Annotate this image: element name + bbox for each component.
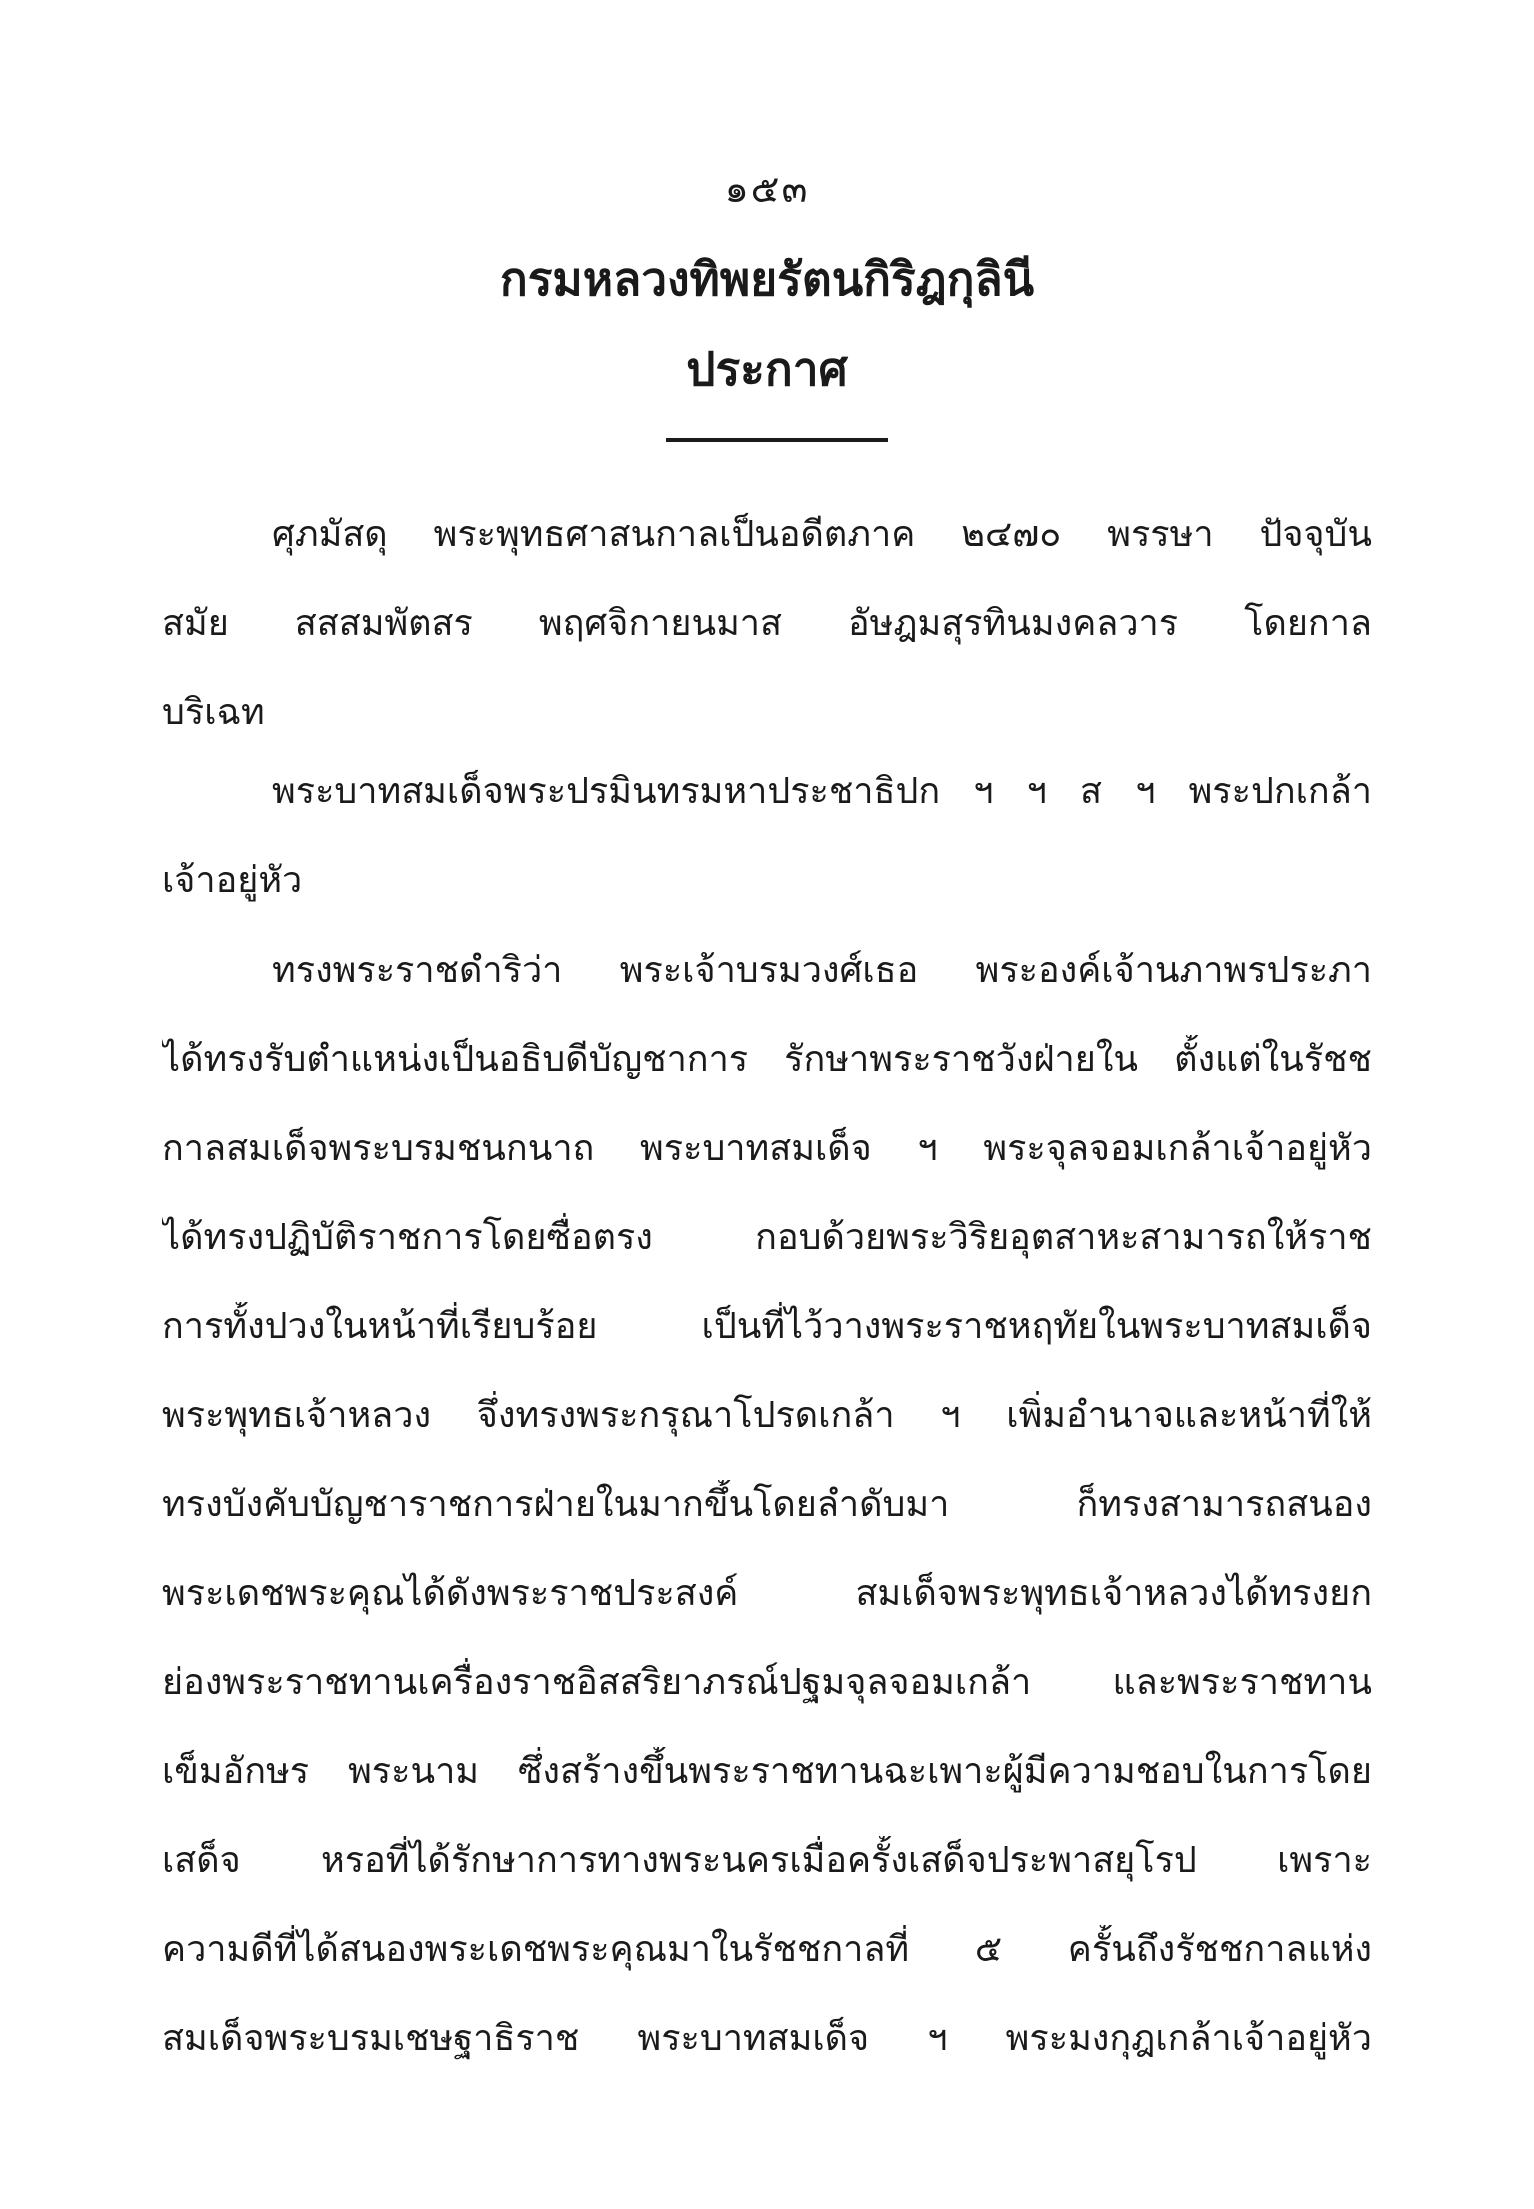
- body-line: ทรงบังคับบัญชาราชการฝ่ายในมากขึ้นโดยลำดับมา ก็ทรงสามารถสนอง: [162, 1484, 1372, 1525]
- document-title: กรมหลวงทิพยรัตนกิริฎกุลินี: [499, 252, 1035, 306]
- body-line: ทรงพระราชดำริว่า พระเจ้าบรมวงศ์เธอ พระองค์เจ้านภาพรประภา: [272, 950, 1372, 991]
- body-line: ความดีที่ได้สนองพระเดชพระคุณมาในรัชชกาลที่ ๕ ครั้นถึงรัชชกาลแห่ง: [162, 1929, 1372, 1970]
- body-line: กาลสมเด็จพระบรมชนกนาถ พระบาทสมเด็จ ฯ พระจุลจอมเกล้าเจ้าอยู่หัว: [162, 1128, 1372, 1169]
- body-line: พระเดชพระคุณได้ดังพระราชประสงค์ สมเด็จพระพุทธเจ้าหลวงได้ทรงยก: [162, 1573, 1372, 1614]
- body-line: ศุภมัสดุ พระพุทธศาสนกาลเป็นอดีตภาค ๒๔๗๐ พรรษา ปัจจุบัน: [272, 514, 1372, 555]
- body-line: พระบาทสมเด็จพระปรมินทรมหาประชาธิปก ฯ ฯ ส ฯ พระปกเกล้า: [272, 771, 1372, 812]
- body-line: บริเฉท: [162, 692, 265, 733]
- page-number: ๑๕๓: [724, 167, 810, 211]
- body-line: พระพุทธเจ้าหลวง จึ่งทรงพระกรุณาโปรดเกล้า ฯ เพิ่มอำนาจและหน้าที่ให้: [162, 1395, 1372, 1436]
- body-line: เข็มอักษร พระนาม ซึ่งสร้างขึ้นพระราชทานฉะเพาะผู้มีความชอบในการโดย: [162, 1751, 1372, 1792]
- body-line: ได้ทรงปฏิบัติราชการโดยซื่อตรง กอบด้วยพระวิริยอุตสาหะสามารถให้ราช: [162, 1217, 1372, 1258]
- document-subtitle: ประกาศ: [686, 342, 848, 396]
- title-divider: [666, 438, 888, 442]
- body-line: ย่องพระราชทานเครื่องราชอิสสริยาภรณ์ปฐมจุลจอมเกล้า และพระราชทาน: [162, 1662, 1372, 1703]
- body-line: สมเด็จพระบรมเชษฐาธิราช พระบาทสมเด็จ ฯ พระมงกุฎเกล้าเจ้าอยู่หัว: [162, 2018, 1372, 2059]
- body-line: สมัย สสสมพัตสร พฤศจิกายนมาส อัษฎมสุรทินมงคลวาร โดยกาล: [162, 603, 1372, 644]
- body-line: การทั้งปวงในหน้าที่เรียบร้อย เป็นที่ไว้วางพระราชหฤทัยในพระบาทสมเด็จ: [162, 1306, 1372, 1347]
- body-line: เจ้าอยู่หัว: [162, 860, 303, 901]
- body-line: เสด็จ หรอที่ได้รักษาการทางพระนครเมื่อครั้งเสด็จประพาสยุโรป เพราะ: [162, 1840, 1372, 1881]
- body-line: ได้ทรงรับตำแหน่งเป็นอธิบดีบัญชาการ รักษาพระราชวังฝ่ายใน ตั้งแต่ในรัชช: [162, 1039, 1372, 1080]
